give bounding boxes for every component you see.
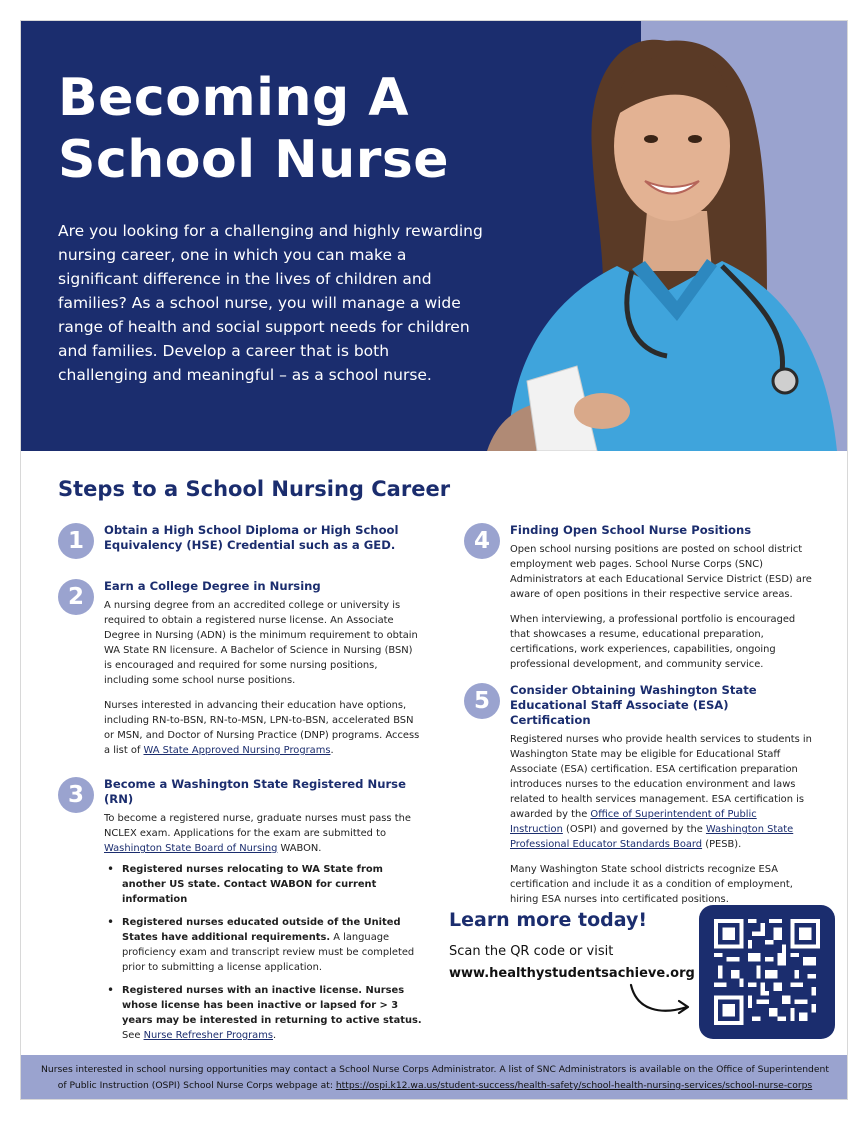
website-link[interactable]: www.healthystudentsachieve.org [449, 966, 695, 981]
step-title: Consider Obtaining Washington State Educational Staff Associate (ESA) Certification [510, 683, 757, 727]
text-span: A language proficiency exam and transcript review must be completed prior to submitting a license application. [122, 932, 415, 973]
step-content [510, 523, 812, 682]
text-span: of Public Instruction (OSPI) School Nurse Corps webpage at: [57, 1080, 336, 1091]
curved-arrow-icon [627, 981, 693, 1017]
step-number-badge: 5 [464, 683, 500, 719]
step-text [104, 811, 426, 856]
nursing-programs-link[interactable]: WA State Approved Nursing Programs [143, 745, 331, 756]
text-span: . [330, 745, 334, 756]
step-text [510, 542, 812, 672]
hero-banner [21, 21, 848, 451]
text-span: Nurses interested in advancing their education have options, including RN-to-BSN, RN-to-MSN, LPN-to-BSN, accelerated BSN or MSN, and Doctor of Nursing Practice (DNP) programs. Access a list of [104, 700, 420, 756]
step-content [104, 523, 404, 553]
title-line-2: School Nurse [58, 130, 450, 190]
step-title: Become a Washington State Registered Nurse (RN) [104, 777, 406, 806]
step-paragraph: Many Washington State school districts recognize ESA certification and include it as a condition of employment, hiring ESA nurses into certificated positions. [510, 864, 793, 905]
step-text [510, 732, 812, 907]
step-title: Finding Open School Nurse Positions [510, 523, 752, 537]
step-content [510, 683, 812, 917]
text-span: (PESB). [702, 839, 742, 850]
page-title [58, 67, 518, 191]
list-item [104, 983, 426, 1043]
step-paragraph [104, 698, 422, 758]
school-nurse-corps-link[interactable]: https://ospi.k12.wa.us/student-success/health-safety/school-health-nursing-services/school-nurse-corps [335, 1080, 813, 1091]
step-number-badge: 4 [464, 523, 500, 559]
flyer-page [20, 20, 848, 1100]
text-span: See [122, 1030, 144, 1041]
text-span: . [273, 1030, 277, 1041]
step-number-badge: 2 [58, 579, 94, 615]
step-title: Earn a College Degree in Nursing [104, 579, 321, 593]
text-span: To become a registered nurse, graduate nurses must pass the NCLEX exam. Applications for the exam are submitted to [104, 813, 411, 839]
title-line-1: Becoming A [58, 68, 410, 128]
board-of-nursing-link[interactable]: Washington State Board of Nursing [104, 843, 278, 854]
step-number-badge: 3 [58, 777, 94, 813]
pesb-link[interactable]: Washington State Professional Educator Standards Board [510, 824, 794, 850]
step-content [104, 579, 422, 768]
steps-heading: Steps to a School Nursing Career [58, 477, 451, 501]
nurse-photo [467, 21, 848, 451]
step-text [104, 598, 422, 758]
step-paragraph: A nursing degree from an accredited college or university is required to obtain a registered nurse license. An Associate Degree in Nursing (ADN) is the minimum requirement to obtain WA State RN licensure. A Bachelor of Science in Nursing (BSN) is encouraged and required for some nursing positions, including some school nurse positions. [104, 600, 418, 686]
step-paragraph: Open school nursing positions are posted on school district employment web pages. School Nurse Corps (SNC) Administrators at each Educational Service District (ESD) are aware of open positions in their respective service areas. [510, 544, 812, 600]
intro-paragraph: Are you looking for a challenging and highly rewarding nursing career, one in which you can make a significant difference in the lives of children and families? As a school nurse, you will manage a wide range of health and social support needs for children and families. Develop a career that is both challenging and meaningful – as a school nurse. [58, 222, 483, 384]
step-paragraph: When interviewing, a professional portfolio is encouraged that showcases a resume, educational preparation, certifications, work experiences, capabilities, ongoing professional development, and community service. [510, 614, 796, 670]
footer-line-2 [21, 1078, 848, 1094]
list-item [104, 862, 426, 907]
qr-code-icon [713, 919, 821, 1025]
footer-line-1: Nurses interested in school nursing opportunities may contact a School Nurse Corps Administrator. A list of SNC Administrators is available on the Office of Superintendent [41, 1064, 829, 1075]
text-span: (OSPI) and governed by the [562, 824, 706, 835]
text-span: Registered nurses with an inactive license. Nurses whose license has been inactive or lapsed for > 3 years may be interested in returning to active status. [122, 985, 422, 1026]
step-content [104, 777, 426, 1051]
text-span: Registered nurses relocating to WA State from another US state. Contact WABON for current information [122, 864, 383, 905]
text-span: WABON. [277, 843, 322, 854]
nurse-refresher-link[interactable]: Nurse Refresher Programs [143, 1030, 274, 1041]
footer-note [21, 1055, 848, 1100]
scan-instruction: Scan the QR code or visit [449, 944, 614, 959]
step-title: Obtain a High School Diploma or High School Equivalency (HSE) Credential such as a GED. [104, 523, 399, 552]
text-span: Registered nurses educated outside of the United States have additional requirements. [122, 917, 401, 943]
learn-more-text [449, 941, 695, 985]
requirements-list [104, 862, 426, 1043]
step-number-badge: 1 [58, 523, 94, 559]
ospi-link[interactable]: Office of Superintendent of Public Instruction [510, 809, 757, 835]
step-paragraph [510, 732, 812, 852]
list-item [104, 915, 426, 975]
qr-code[interactable] [699, 905, 835, 1039]
text-span: Registered nurses who provide health services to students in Washington State may be eligible for Educational Staff Associate (ESA) certification. ESA certification preparation introduces nurses to the education environment and laws related to health services management. ESA certification is awarded by the [510, 734, 812, 820]
step-paragraph [104, 811, 426, 856]
learn-more-heading: Learn more today! [449, 909, 648, 931]
